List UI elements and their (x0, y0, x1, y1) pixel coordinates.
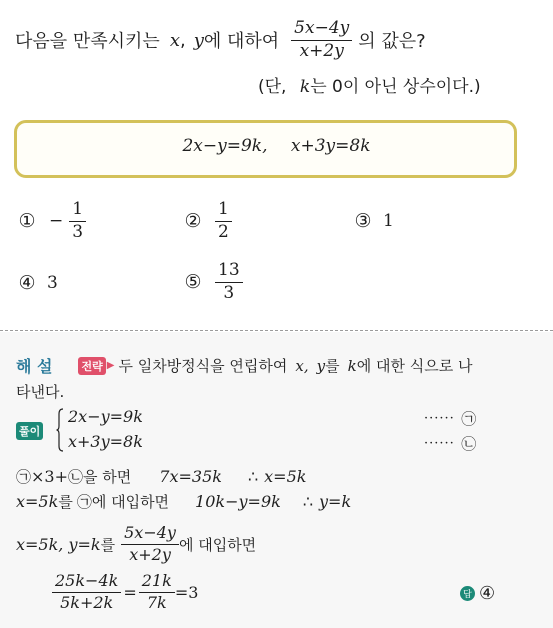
step1-mid: 7x=35k (159, 467, 222, 486)
choice-fraction (69, 198, 86, 242)
strategy-text-1: 두 일차방정식을 연립하여 (118, 357, 288, 375)
step3-text-a: 를 (100, 535, 116, 554)
dots: ······ (424, 435, 455, 451)
question-fraction (291, 17, 352, 61)
label-circle-1: ㉠ (461, 409, 477, 428)
strategy-text-2: 를 (325, 357, 340, 375)
final-fraction-2 (139, 570, 175, 612)
step1-op: ×3+ (31, 467, 69, 486)
dots: ······ (424, 410, 455, 426)
choice-value: 1 (383, 211, 394, 231)
left-brace-icon (56, 408, 64, 452)
step1-label-c: ㉡ (68, 468, 84, 486)
step2-therefore: ∴ (302, 492, 314, 511)
choice-marker: ③ (354, 210, 372, 232)
choice-2[interactable] (183, 197, 232, 245)
question-for: 에 대하여 (203, 31, 280, 52)
step2-text-b: 에 대입하면 (91, 493, 170, 511)
strategy-arrow-icon: ▶ (106, 360, 115, 371)
label-circle-2: ㉡ (461, 434, 477, 453)
step-3 (16, 522, 256, 566)
strategy-text-3: 에 대한 식으로 나 (356, 357, 473, 375)
var-y: y (193, 29, 204, 51)
var-x: x (169, 29, 180, 51)
choice-sign: − (49, 211, 64, 231)
choice-5[interactable] (183, 258, 243, 306)
step1-result: x=5k (264, 467, 307, 486)
answer-value: ④ (479, 583, 496, 604)
condition-eq2: x+3y=8k (290, 136, 371, 156)
final-num-2: 21k (139, 573, 175, 593)
step-2 (16, 491, 351, 512)
system-eq1: 2x−y=9k (68, 407, 143, 426)
answer (460, 583, 495, 604)
strategy-k: k (347, 356, 357, 375)
step-1 (16, 466, 306, 487)
question-line (15, 18, 426, 62)
final-num-1: 25k−4k (52, 573, 121, 593)
strategy-line-2: 타낸다. (16, 383, 65, 401)
question-intro: 다음을 만족시키는 (15, 31, 160, 52)
system-eq2: x+3y=8k (68, 432, 143, 451)
label-line-1 (424, 410, 477, 426)
note-k: k (299, 77, 311, 97)
step2-text-a: 를 (58, 493, 73, 511)
final-equals-1: = (123, 582, 137, 602)
choice-num: 1 (69, 201, 86, 222)
step3-fraction (121, 522, 179, 564)
answer-tag: 답 (460, 586, 475, 601)
section-divider (0, 330, 553, 331)
strategy-x: x, (295, 356, 309, 375)
step2-label: ㉠ (76, 493, 92, 511)
comma: , (179, 29, 186, 51)
choice-fraction (215, 198, 232, 242)
choice-3[interactable] (353, 209, 394, 233)
final-result (52, 568, 198, 616)
fraction-denominator: x+2y (299, 40, 344, 61)
step1-therefore: ∴ (247, 467, 259, 486)
choice-den: 3 (72, 221, 84, 242)
strategy-line (16, 354, 472, 377)
choice-marker: ④ (18, 272, 36, 294)
choice-marker: ② (184, 210, 202, 232)
label-line-2 (424, 435, 477, 451)
final-fraction-1 (52, 570, 121, 612)
step3-text-b: 에 대입하면 (178, 535, 257, 554)
choice-fraction (215, 259, 243, 303)
final-equals-2: =3 (174, 582, 199, 602)
question-note (258, 72, 481, 97)
solution-header: 해 설 (16, 357, 53, 376)
condition-eq1: 2x−y=9k, (182, 136, 268, 156)
step3-expr: x=5k, y=k (16, 534, 101, 554)
final-den-2: 7k (146, 592, 167, 612)
step1-label-a: ㉠ (16, 468, 32, 486)
step3-num: 5x−4y (121, 525, 179, 545)
choice-value: 3 (47, 273, 58, 293)
step3-den: x+2y (129, 544, 171, 564)
strategy-y: y (316, 356, 326, 375)
choice-num: 1 (215, 201, 232, 222)
step1-text: 을 하면 (83, 468, 132, 486)
step2-expr: x=5k (16, 492, 59, 511)
fraction-numerator: 5x−4y (291, 20, 352, 41)
final-den-1: 5k+2k (60, 592, 114, 612)
question-value: 의 값은? (358, 31, 426, 52)
choice-1[interactable] (17, 197, 86, 245)
choice-num: 13 (215, 262, 243, 283)
step2-result: y=k (319, 492, 352, 511)
choice-den: 2 (218, 221, 229, 242)
choice-den: 3 (223, 282, 235, 303)
condition-equations (0, 136, 553, 156)
choice-marker: ① (18, 210, 36, 232)
step2-mid: 10k−y=9k (195, 492, 281, 511)
choice-marker: ⑤ (184, 271, 202, 293)
note-rest: 는 0이 아닌 상수이다.) (310, 77, 481, 97)
strategy-tag: 전략 (78, 357, 105, 375)
note-open: (단, (258, 77, 287, 97)
solve-tag: 풀이 (16, 422, 43, 440)
choice-4[interactable] (17, 271, 58, 295)
